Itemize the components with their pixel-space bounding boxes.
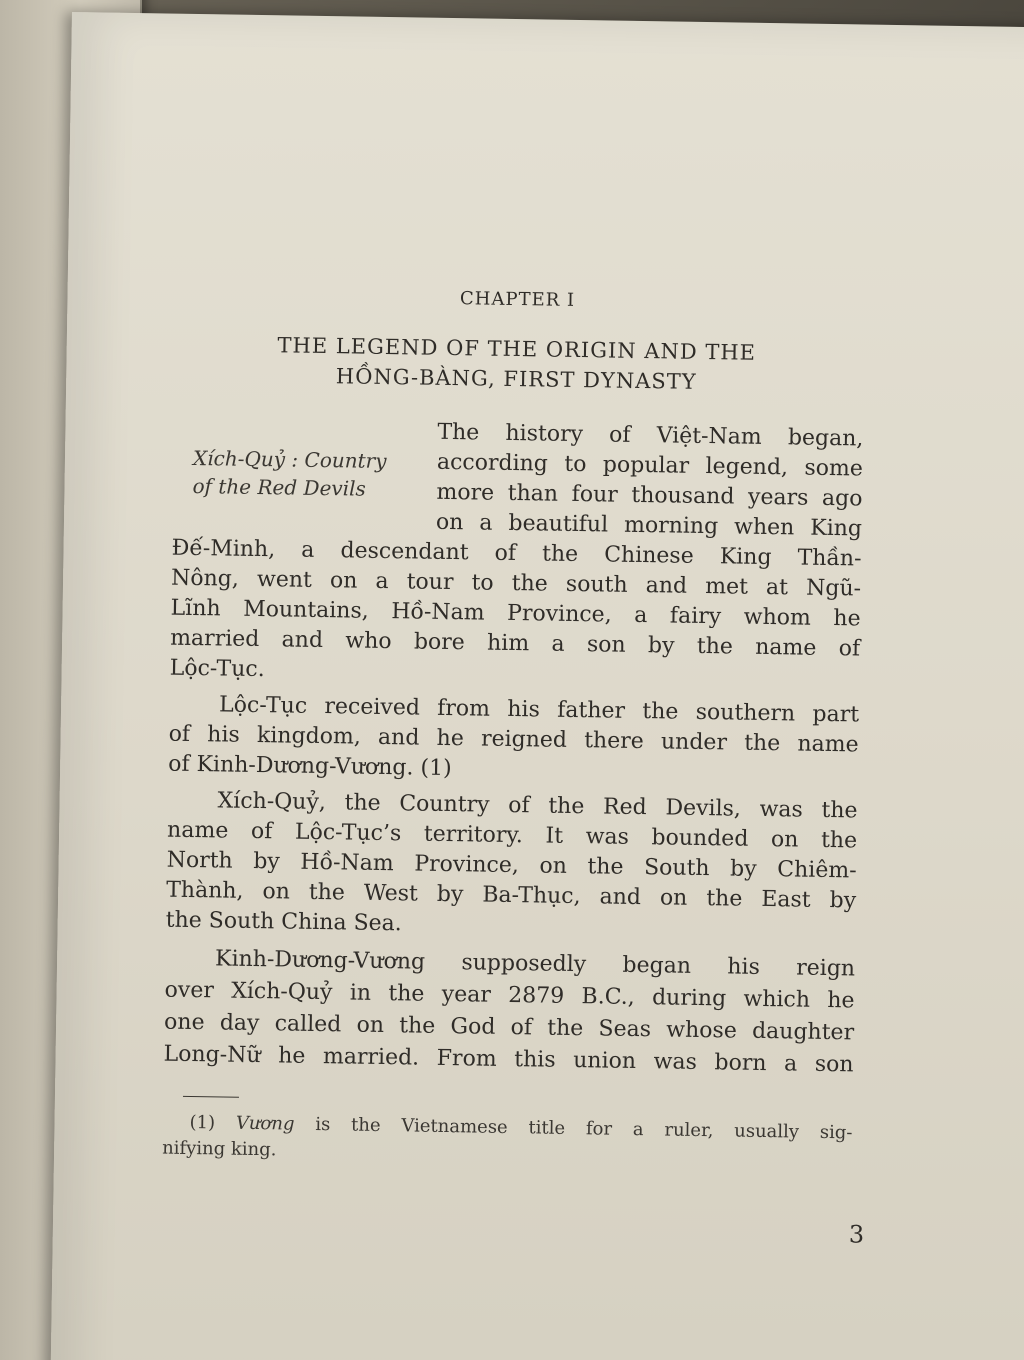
footnote-term: Vương: [235, 1112, 295, 1135]
body-line: Lĩnh Mountains, Hồ-Nam Province, a fairy whom he: [170, 595, 861, 632]
body-line: of Kinh-Dương-Vương. (1): [168, 751, 452, 782]
page-number: 3: [848, 1220, 865, 1249]
body-line: the South China Sea.: [165, 907, 402, 937]
footnote-text: is the Vietnamese title for a ruler, usually sig-: [315, 1113, 853, 1144]
margin-note-line: Xích-Quỷ : Country: [192, 445, 387, 473]
footnote-marker: (1): [189, 1111, 216, 1134]
body-line: Kinh-Dương-Vương supposedly began his reign: [214, 946, 856, 982]
footnote-rule: [183, 1096, 239, 1098]
body-line: name of Lộc-Tục’s territory. It was bounded on the: [166, 817, 858, 854]
chapter-title-line-2: HỒNG-BÀNG, FIRST DYNASTY: [335, 364, 697, 394]
body-line: over Xích-Quỷ in the year 2879 B.C., during which he: [164, 977, 855, 1014]
body-line: Lộc-Tục.: [169, 655, 265, 683]
body-line: married and who bore him a son by the name of: [169, 625, 861, 662]
chapter-label: CHAPTER I: [459, 288, 576, 311]
margin-note-line: of the Red Devils: [192, 473, 366, 501]
body-line: of his kingdom, and he reigned there under the name: [168, 721, 859, 758]
body-line: Đế-Minh, a descendant of the Chinese King Thần-: [171, 535, 862, 572]
body-line: more than four thousand years ago: [436, 479, 863, 512]
book-page: [50, 12, 1024, 1360]
body-line: North by Hồ-Nam Province, on the South by Chiêm-: [166, 847, 857, 884]
body-line: on a beautiful morning when King: [435, 509, 863, 542]
margin-note: [192, 444, 423, 504]
chapter-title-line-1: THE LEGEND OF THE ORIGIN AND THE: [277, 333, 757, 365]
body-line: according to popular legend, some: [436, 449, 864, 482]
body-line: one day called on the God of the Seas whose daughter: [163, 1009, 855, 1046]
body-line: The history of Việt-Nam began,: [437, 419, 864, 452]
body-line: Lộc-Tục received from his father the southern part: [218, 692, 860, 728]
footnote-line-2: nifying king.: [162, 1137, 277, 1161]
body-line: Thành, on the West by Ba-Thục, and on the East by: [166, 877, 857, 914]
body-line: Long-Nữ he married. From this union was born a son: [163, 1041, 854, 1078]
body-line: Xích-Quỷ, the Country of the Red Devils, was the: [217, 788, 858, 824]
body-line: Nông, went on a tour to the south and met at Ngũ-: [170, 565, 862, 602]
